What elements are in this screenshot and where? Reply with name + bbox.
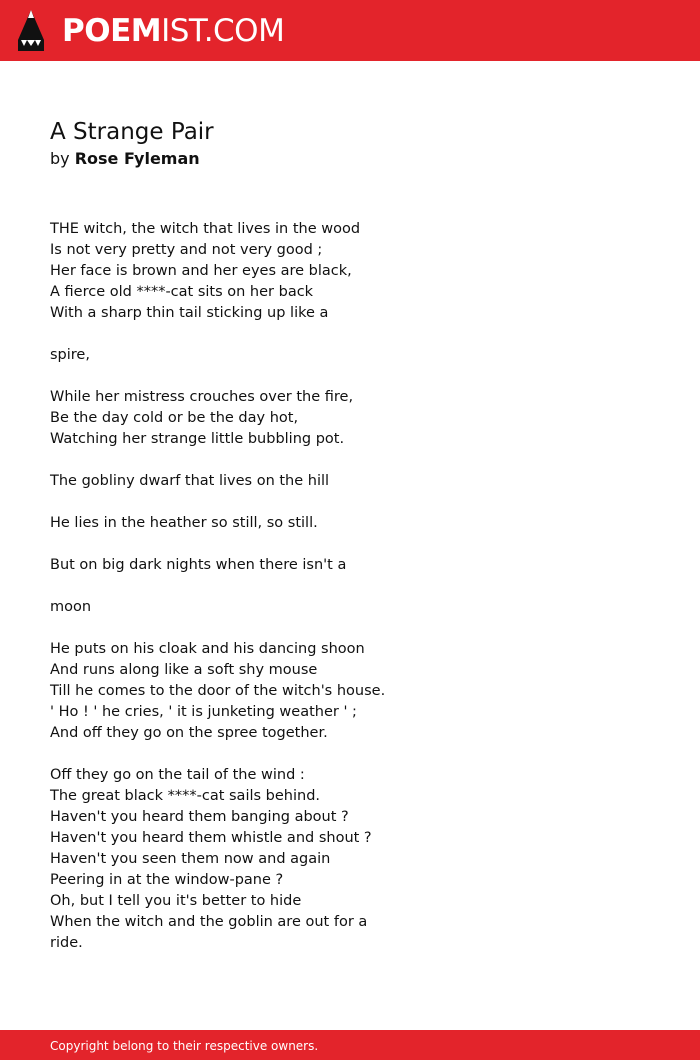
poem-line: Haven't you heard them whistle and shout ?	[50, 830, 372, 846]
stanza-break	[50, 618, 650, 639]
footer-bar	[0, 1030, 700, 1060]
poem-line: A fierce old ****-cat sits on her back	[50, 284, 314, 300]
site-logo[interactable]	[62, 12, 284, 50]
poem-line: But on big dark nights when there isn't a	[50, 557, 347, 573]
poem-body	[50, 219, 650, 954]
stanza-break	[50, 534, 650, 555]
poem-line: Off they go on the tail of the wind :	[50, 767, 305, 783]
poem-line: THE witch, the witch that lives in the wood	[50, 221, 361, 237]
poem-line: With a sharp thin tail sticking up like a	[50, 305, 329, 321]
header-bar	[0, 0, 700, 61]
logo-bold-text: POEM	[62, 13, 162, 49]
pencil-tip-icon[interactable]	[17, 10, 45, 51]
stanza-break	[50, 450, 650, 471]
poem-line: And runs along like a soft shy mouse	[50, 662, 318, 678]
by-label: by	[50, 149, 70, 168]
poem-line: moon	[50, 599, 92, 615]
logo-light-text: IST.COM	[161, 13, 285, 49]
byline	[50, 148, 200, 170]
poem-line: Till he comes to the door of the witch's house.	[50, 683, 386, 699]
poem-line: Haven't you heard them banging about ?	[50, 809, 349, 825]
poem-line: ' Ho ! ' he cries, ' it is junketing weather ' ;	[50, 704, 357, 720]
author-name: Rose Fyleman	[74, 149, 200, 168]
poem-line: While her mistress crouches over the fire,	[50, 389, 354, 405]
poem-line: Watching her strange little bubbling pot.	[50, 431, 345, 447]
stanza-break	[50, 324, 650, 345]
stanza-break	[50, 492, 650, 513]
poem-line: Peering in at the window-pane ?	[50, 872, 284, 888]
poem-line: The gobliny dwarf that lives on the hill	[50, 473, 330, 489]
poem-line: Her face is brown and her eyes are black,	[50, 263, 352, 279]
poem-line: Oh, but I tell you it's better to hide	[50, 893, 302, 909]
stanza-break	[50, 576, 650, 597]
poem-line: Is not very pretty and not very good ;	[50, 242, 323, 258]
poem-line: ride.	[50, 935, 83, 951]
copyright-text: Copyright belong to their respective owners.	[50, 1039, 319, 1053]
poem-line: He lies in the heather so still, so still.	[50, 515, 318, 531]
stanza-break	[50, 744, 650, 765]
poem-line: Haven't you seen them now and again	[50, 851, 331, 867]
poem-title: A Strange Pair	[50, 119, 214, 145]
poem-line: And off they go on the spree together.	[50, 725, 328, 741]
poem-line: Be the day cold or be the day hot,	[50, 410, 299, 426]
poem-line: He puts on his cloak and his dancing shoon	[50, 641, 365, 657]
poem-line: spire,	[50, 347, 90, 363]
poem-line: The great black ****-cat sails behind.	[50, 788, 321, 804]
poem-line: When the witch and the goblin are out for a	[50, 914, 368, 930]
stanza-break	[50, 366, 650, 387]
